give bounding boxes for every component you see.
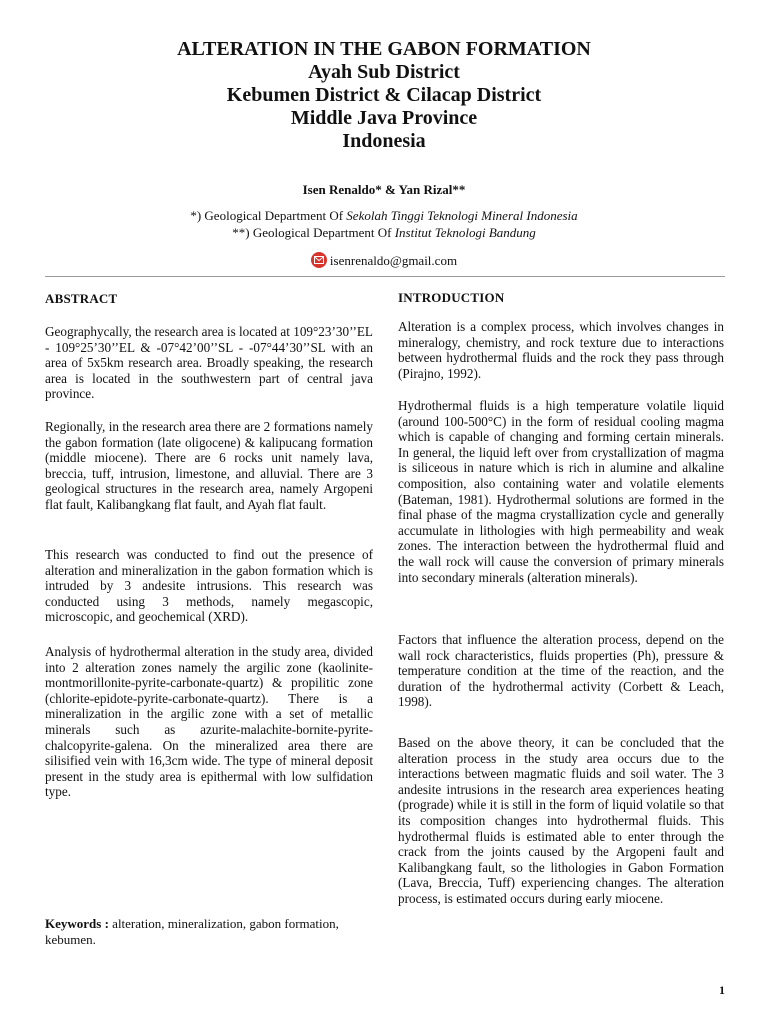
title-line: Middle Java Province [290,107,478,129]
abstract-paragraph [45,547,373,625]
abstract-paragraph [45,324,373,402]
title-line: ALTERATION IN THE GABON FORMATION [177,38,591,60]
title-line: Indonesia [342,130,426,152]
keywords [45,916,345,948]
paragraph: Regionally, in the research area there are 2 formations namely the gabon formation (late oligocene) & kalipucang formation (middle miocene). There are 6 rocks unit namely lava, breccia, tuff, intrusion, limestone, and alluvial. There are 3 geological structures in the research area, namely Argopeni flat fault, Kalibangkang flat fault, and Ayah flat fault. [45,419,373,512]
keywords-list: alteration, mineralization, gabon formation, kebumen. [45,916,339,947]
abstract-heading [45,291,373,307]
paragraph: Analysis of hydrothermal alteration in the study area, divided into 2 alteration zones namely the argilic zone (kaolinite-montmorillonite-pyrite-carbonate-quartz) & propilitic zone (chlorite-epidote-pyrite-carbonate-quartz). There is a mineralization in the argilic zone with a set of metallic minerals such as azurite-malachite-bornite-pyrite-chalcopyrite-galena. On the mineralized area there are silisified vein with 16,3cm wide. The type of mineral deposit present in the study area is epithermal with low sulfidation type. [45,644,373,800]
affiliation [0,225,768,241]
section-heading: INTRODUCTION [398,290,505,305]
contact-email [0,252,768,269]
envelope-icon [311,252,327,268]
paragraph: Based on the above theory, it can be concluded that the alteration process in the study area occurs due to the interactions between magmatic fluids and soil water. The 3 andesite intrusions in the research area experiences heating (prograde) while it is still in the form of liquid volatile so that its composition changes into hydrothermal fluids. This hydrothermal fluids is estimated able to enter through the crack from the joints caused by the Argopeni fault and Kalibangkang fault, so the lithologies in Gabon Formation (Lava, Breccia, Tuff) experiencing changes. The alteration process, is estimated occurs during early miocene. [398,735,724,906]
title-line: Kebumen District & Cilacap District [226,84,542,106]
section-divider [45,276,725,277]
email-address[interactable]: isenrenaldo@gmail.com [329,253,458,268]
affiliation [0,208,768,224]
introduction-heading [398,290,724,306]
introduction-paragraph [398,319,724,381]
introduction-paragraph [398,398,724,585]
keywords-label: Keywords : [45,916,109,931]
section-heading: ABSTRACT [45,291,118,306]
author-list: Isen Renaldo* & Yan Rizal** [302,182,466,197]
affiliation-prefix: **) Geological Department Of [232,225,395,240]
affiliation-institution: Sekolah Tinggi Teknologi Mineral Indonesia [346,208,578,223]
paragraph: Geographycally, the research area is located at 109°23’30’’EL - 109°25’30’’EL & -07°42’00’’SL - -07°44’30’’SL with an area of 5x5km research area. Broadly speaking, the research area is located in the southwestern part of central java province. [45,324,373,402]
paragraph: This research was conducted to find out the presence of alteration and mineralization in the gabon formation which is intruded by 3 andesite intrusions. This research was conducted using 3 methods, namely megascopic, microscopic, and geochemical (XRD). [45,547,373,625]
affiliation-prefix: *) Geological Department Of [190,208,347,223]
paragraph: Factors that influence the alteration process, depend on the wall rock characteristics, fluids properties (Ph), pressure & temperature condition at the time of the reaction, and the duration of the hydrothermal activity (Corbett & Leach, 1998). [398,632,724,710]
title-line: Ayah Sub District [308,61,460,83]
paper-title [0,38,768,153]
abstract-paragraph [45,644,373,800]
abstract-paragraph [45,419,373,513]
page-number: 1 [719,983,725,997]
paragraph: Alteration is a complex process, which involves changes in mineralogy, chemistry, and rock texture due to interactions between hydrothermal fluids and the rock they pass through (Pirajno, 1992). [398,319,724,381]
paragraph: Hydrothermal fluids is a high temperature volatile liquid (around 100-500°C) in the form of residual cooling magma which is capable of changing and forming certain minerals. In general, the liquid left over from crystallization of magma is siliceous in nature which is rich in alumine and alkaline composition, also containing water and volatile elements (Bateman, 1981). Hydrothermal solutions are formed in the final phase of the magma crystallization cycle and generally accumulate in lithologies with high permeability and weak zones. The interaction between the hydrothermal fluid and the wall rock will cause the conversion of primary minerals into secondary minerals (alteration minerals). [398,398,724,585]
introduction-paragraph [398,632,724,710]
introduction-paragraph [398,735,724,907]
affiliation-institution: Institut Teknologi Bandung [394,225,536,240]
